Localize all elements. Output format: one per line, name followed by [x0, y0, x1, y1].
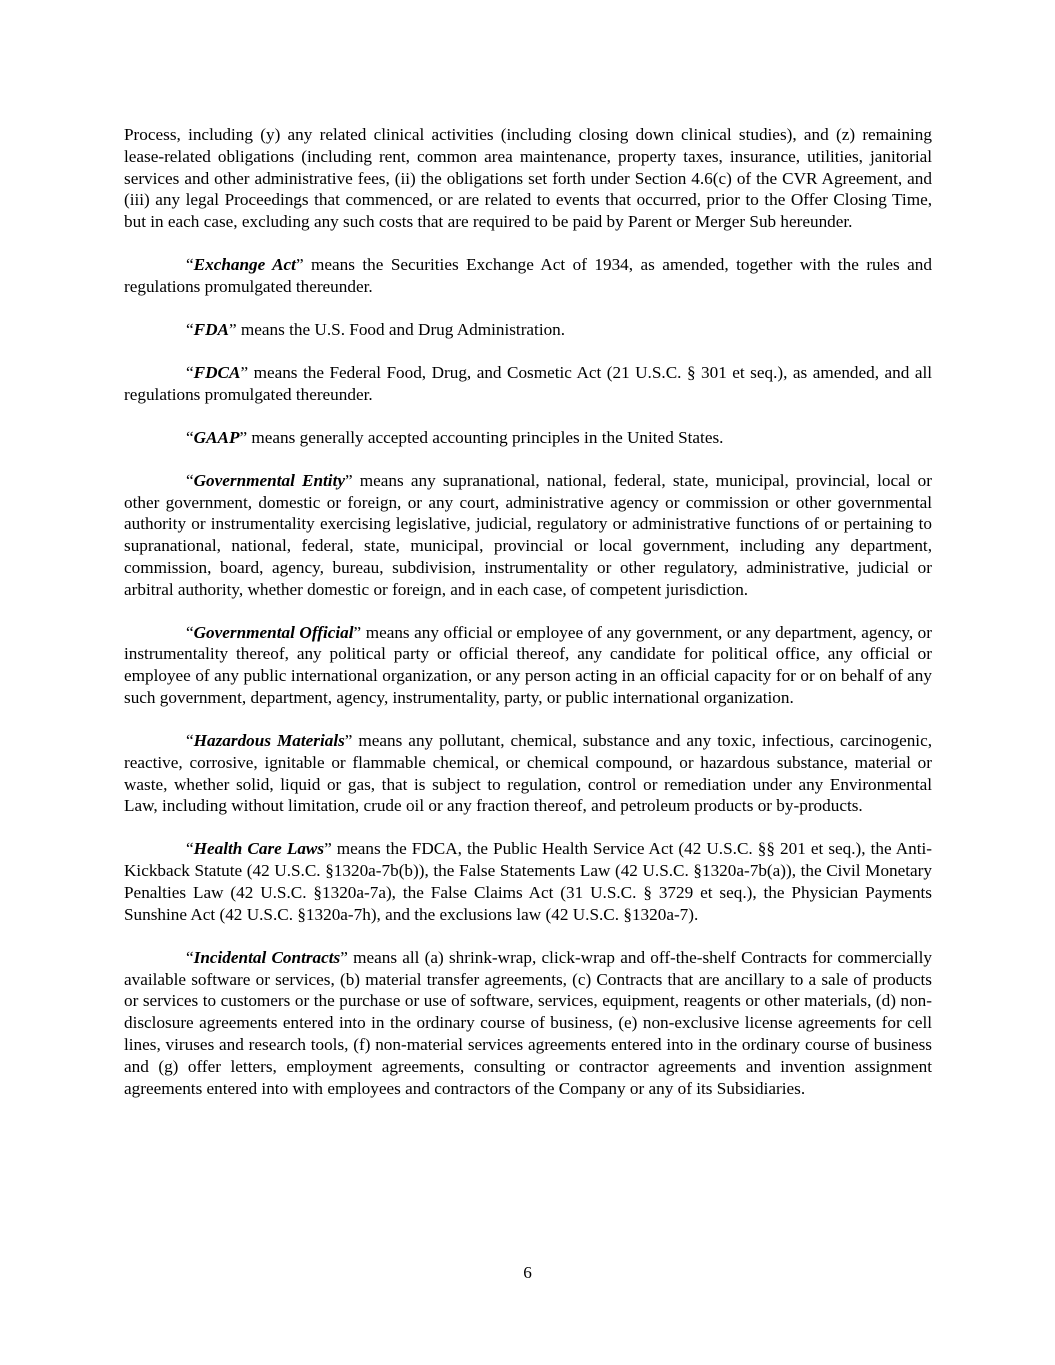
close-quote: ”	[353, 622, 362, 642]
open-quote: “	[186, 427, 194, 447]
close-quote: ”	[239, 427, 248, 447]
close-quote: ”	[295, 255, 304, 275]
definition-fda	[124, 319, 932, 341]
definition-incidental-contracts	[124, 947, 932, 1100]
close-quote: ”	[345, 470, 353, 490]
definition-hazardous-materials	[124, 730, 932, 817]
open-quote: “	[186, 362, 194, 382]
definition-exchange-act	[124, 254, 932, 298]
defined-term: Governmental Official	[193, 622, 354, 642]
definition-health-care-laws	[124, 838, 932, 925]
definition-text: means any pollutant, chemical, substance and any toxic, infectious, carcinogenic, reactive, corrosive, ignitable or flammable chemical, or chemical compound, or hazardous substance, material or waste, whether solid, liquid or gas, that is subject to regulation, control or remediation under any Environmental Law, including without limitation, crude oil or any fraction thereof, and petroleum products or by-products.	[124, 731, 932, 816]
open-quote: “	[186, 731, 194, 751]
definition-governmental-official	[124, 622, 932, 709]
open-quote: “	[186, 839, 194, 859]
close-quote: ”	[228, 319, 237, 339]
defined-term: FDCA	[193, 362, 241, 382]
close-quote: ”	[324, 839, 332, 859]
definition-text: means all (a) shrink-wrap, click-wrap and off-the-shelf Contracts for commercially available software or services, (b) material transfer agreements, (c) Contracts that are ancillary to a sale of products or services to customers or the purchase or use of software, services, equipment, reagents or other materials, (d) non-disclosure agreements entered into in the ordinary course of business, (e) non-exclusive license agreements for cell lines, viruses and research tools, (f) non-material services agreements entered into in the ordinary course of business and (g) offer letters, employment agreements, consulting or contractor agreements and invention assignment agreements entered into with employees and contractors of the Company or any of its Subsidiaries.	[124, 947, 932, 1098]
close-quote: ”	[340, 947, 348, 967]
defined-term: Governmental Entity	[193, 470, 345, 490]
open-quote: “	[186, 622, 194, 642]
defined-term: Exchange Act	[193, 255, 296, 275]
defined-term: GAAP	[193, 427, 240, 447]
intro-paragraph: Process, including (y) any related clinical activities (including closing down clinical studies), and (z) remaining lease-related obligations (including rent, common area maintenance, property taxes, insurance, utilities, janitorial services and other administrative fees, (ii) the obligations set forth under Section 4.6(c) of the CVR Agreement, and (iii) any legal Proceedings that commenced, or are related to events that occurred, prior to the Offer Closing Time, but in each case, excluding any such costs that are required to be paid by Parent or Merger Sub hereunder.	[124, 125, 932, 232]
defined-term: Hazardous Materials	[193, 731, 345, 751]
definition-text: means any official or employee of any government, or any department, agency, or instrumentality thereof, any political party or official thereof, any candidate for political office, any official or employee of any public international organization, or any person acting in an official capacity for or on behalf of any such government, department, agency, instrumentality, party, or public international organization.	[124, 622, 932, 708]
definition-text: means the U.S. Food and Drug Administration.	[236, 319, 566, 339]
definition-text: means generally accepted accounting principles in the United States.	[247, 427, 724, 447]
definition-text: means the FDCA, the Public Health Service Act (42 U.S.C. §§ 201 et seq.), the Anti-Kickback Statute (42 U.S.C. §1320a-7b(b)), the False Statements Law (42 U.S.C. §1320a-7b(a)), the Civil Monetary Penalties Law (42 U.S.C. §1320a-7a), the False Claims Act (31 U.S.C. § 3729 et seq.), the Physician Payments Sunshine Act (42 U.S.C. §1320a-7h), and the exclusions law (42 U.S.C. §1320a-7).	[124, 839, 932, 924]
defined-term: FDA	[193, 319, 229, 339]
definition-text: means any supranational, national, federal, state, municipal, provincial, local or other government, domestic or foreign, or any court, administrative agency or commission or other governmental authority or instrumentality exercising legislative, judicial, regulatory or administrative functions of or pertaining to supranational, national, federal, state, municipal, provincial or local government, including any department, commission, board, agency, bureau, subdivision, instrumentality or other regulatory, administrative, judicial or arbitral authority, whether domestic or foreign, and in each case, of competent jurisdiction.	[124, 470, 932, 599]
open-quote: “	[186, 319, 194, 339]
defined-term: Health Care Laws	[193, 839, 325, 859]
open-quote: “	[186, 470, 194, 490]
definition-fdca	[124, 362, 932, 406]
definition-text: means the Securities Exchange Act of 1934, as amended, together with the rules and regulations promulgated thereunder.	[124, 255, 932, 296]
definition-governmental-entity	[124, 470, 932, 601]
close-quote: ”	[344, 731, 353, 751]
close-quote: ”	[240, 362, 249, 382]
open-quote: “	[186, 947, 194, 967]
definition-gaap	[124, 427, 932, 449]
page-number: 6	[523, 1263, 532, 1282]
definition-text: means the Federal Food, Drug, and Cosmetic Act (21 U.S.C. § 301 et seq.), as amended, and all regulations promulgated thereunder.	[124, 362, 932, 404]
open-quote: “	[186, 255, 194, 275]
document-page	[124, 124, 932, 1121]
defined-term: Incidental Contracts	[193, 947, 341, 967]
